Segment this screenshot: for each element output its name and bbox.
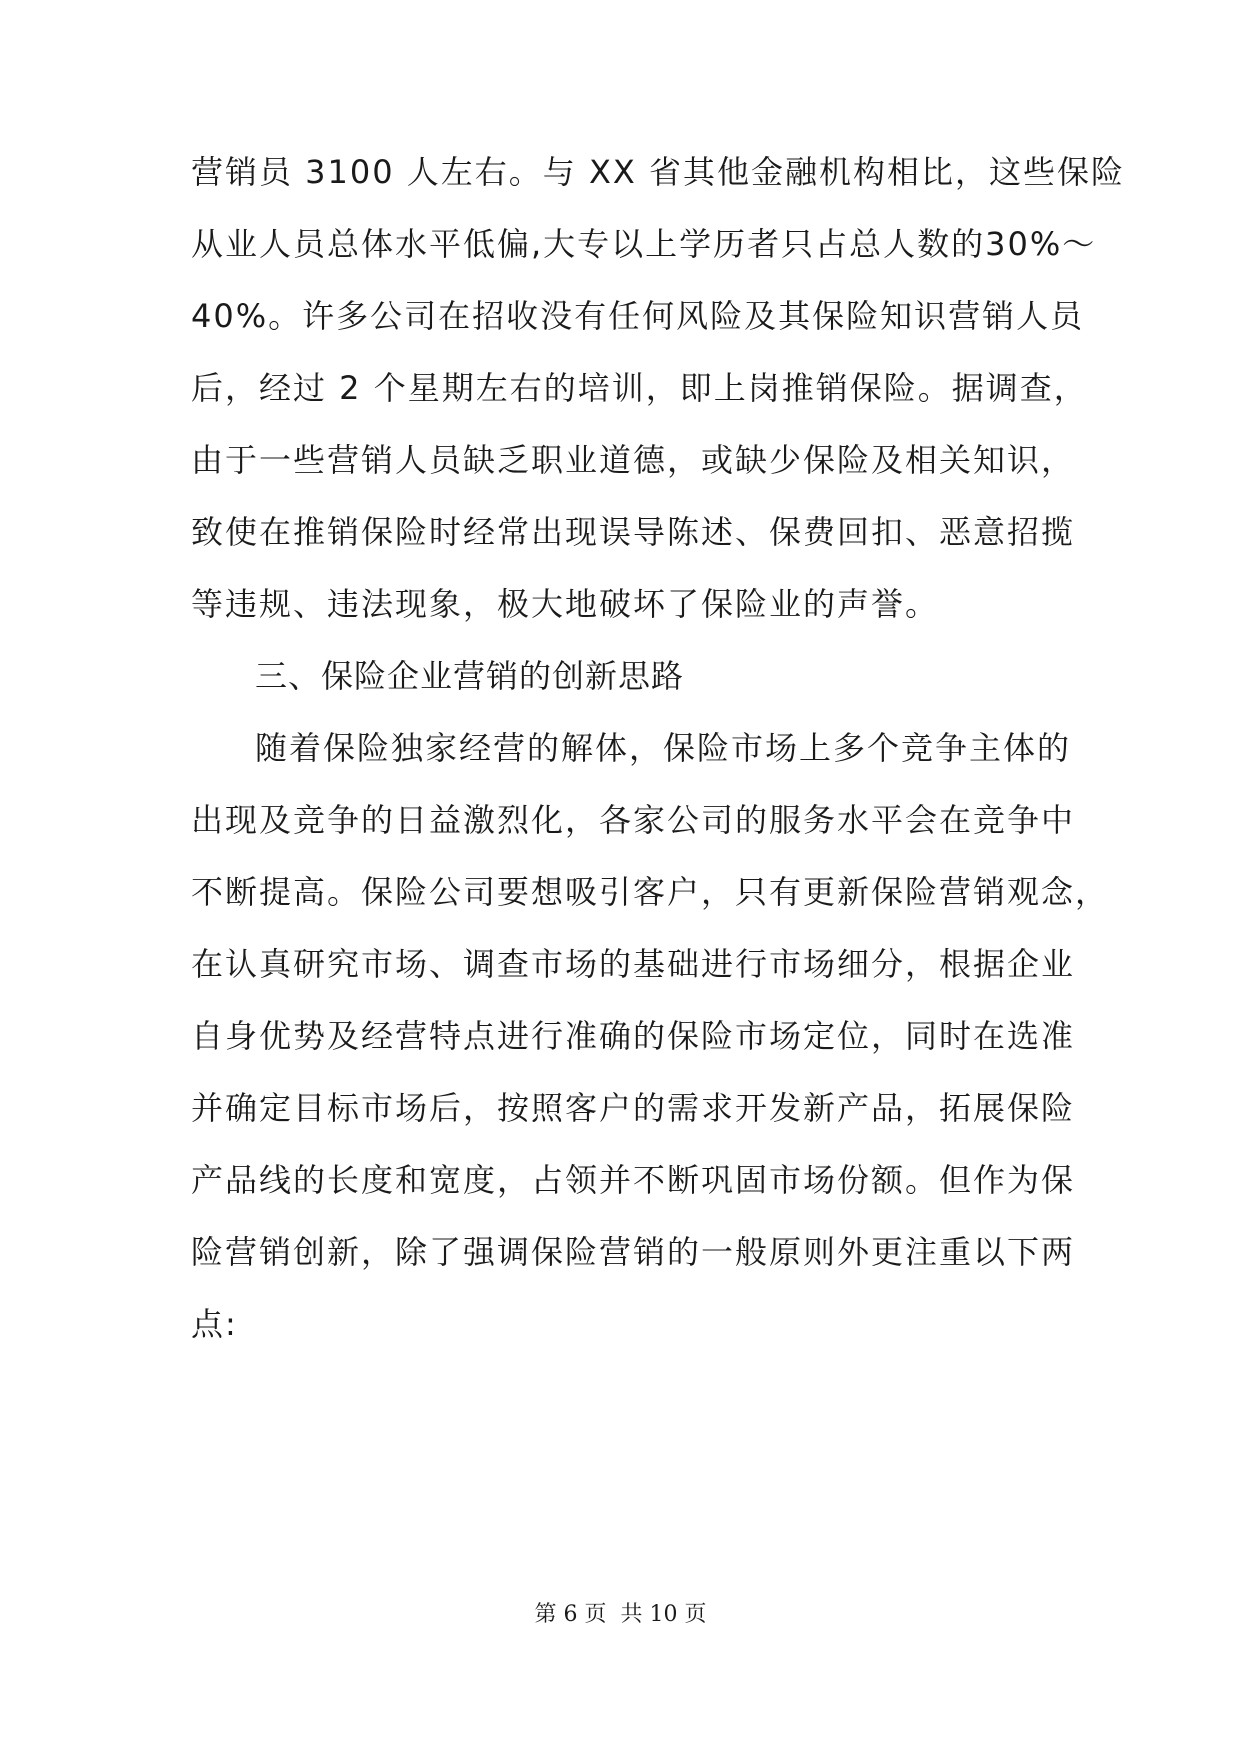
text-line: 由于一些营销人员缺乏职业道德，或缺少保险及相关知识， — [191, 441, 1076, 479]
text-line: 后，经过 2 个星期左右的培训，即上岗推销保险。据调查， — [191, 369, 1088, 407]
text-line: 险营销创新，除了强调保险营销的一般原则外更注重以下两 — [191, 1233, 1076, 1271]
text-line: 等违规、违法现象，极大地破坏了保险业的声誉。 — [191, 585, 940, 623]
text-line: 点: — [191, 1305, 238, 1343]
text-line: 营销员 3100 人左右。与 XX 省其他金融机构相比，这些保险 — [191, 153, 1125, 191]
text-line: 出现及竞争的日益激烈化，各家公司的服务水平会在竞争中 — [191, 801, 1076, 839]
text-line: 在认真研究市场、调查市场的基础进行市场细分，根据企业 — [191, 945, 1076, 983]
page-footer — [0, 1601, 1241, 1629]
text-line: 致使在推销保险时经常出现误导陈述、保费回扣、恶意招揽 — [191, 513, 1076, 551]
text-line: 并确定目标市场后，按照客户的需求开发新产品，拓展保险 — [191, 1089, 1076, 1127]
section-heading: 三、保险企业营销的创新思路 — [255, 657, 685, 695]
text-line: 自身优势及经营特点进行准确的保险市场定位，同时在选准 — [191, 1017, 1076, 1055]
text-line: 产品线的长度和宽度，占领并不断巩固市场份额。但作为保 — [191, 1161, 1076, 1199]
text-line: 不断提高。保险公司要想吸引客户，只有更新保险营销观念， — [191, 873, 1110, 911]
text-line: 40%。许多公司在招收没有任何风险及其保险知识营销人员 — [191, 297, 1085, 335]
text-line: 从业人员总体水平低偏,大专以上学历者只占总人数的30%～ — [191, 225, 1097, 263]
page-number-label: 第 6 页 共 10 页 — [534, 1602, 707, 1627]
text-line: 随着保险独家经营的解体，保险市场上多个竞争主体的 — [255, 729, 1072, 767]
